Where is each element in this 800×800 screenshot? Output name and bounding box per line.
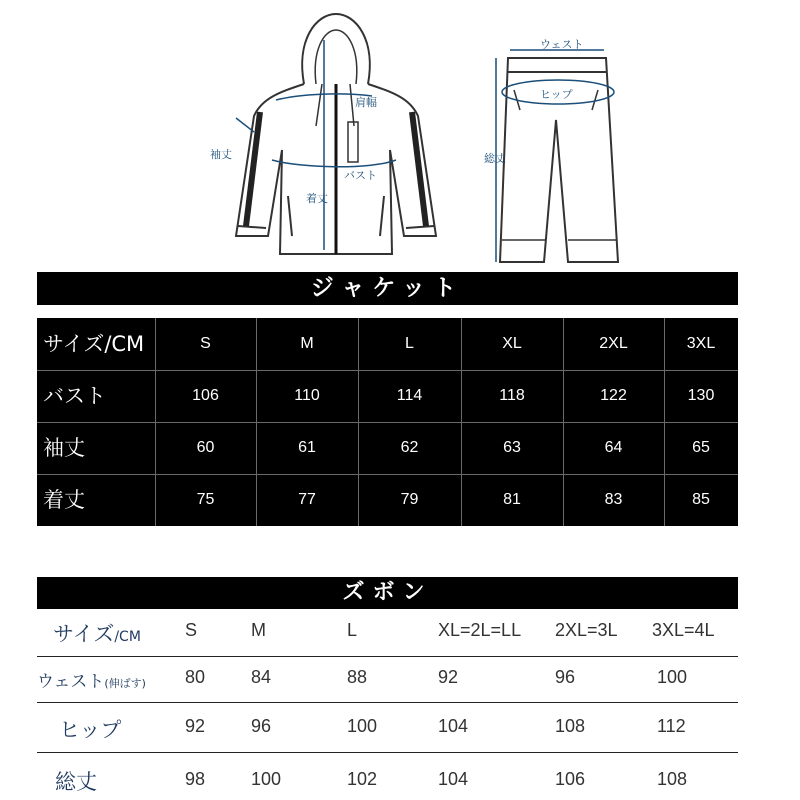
jacket-measure-lines — [236, 40, 396, 250]
table-cell: 104 — [438, 769, 469, 789]
table-cell: 63 — [503, 439, 521, 456]
table-cell: 61 — [298, 439, 316, 456]
header-size: 3XL=4L — [652, 620, 715, 640]
table-cell: 81 — [503, 491, 521, 508]
table-cell: 104 — [438, 716, 469, 736]
table-cell: 92 — [438, 667, 459, 687]
table-cell: 112 — [657, 716, 686, 736]
jacket-size-table — [37, 318, 738, 526]
pants-size-table — [37, 610, 738, 800]
table-cell: 100 — [251, 769, 282, 789]
table-cell: 65 — [692, 439, 710, 456]
header-size: S — [185, 620, 198, 640]
pants-row-hip — [37, 702, 738, 752]
row-label-waist: ウェスト — [37, 672, 105, 692]
table-cell: 83 — [604, 491, 623, 508]
row-label-note: (伸ばす) — [104, 677, 146, 690]
table-cell: 108 — [555, 716, 586, 736]
pants-row-waist — [37, 656, 738, 702]
table-cell: 106 — [555, 769, 586, 789]
header-size: S — [200, 335, 211, 352]
table-cell: 130 — [687, 387, 715, 404]
label-bust: バスト — [344, 169, 377, 182]
label-waist: ウェスト — [540, 38, 584, 51]
pants-row-total-length — [37, 752, 738, 800]
garment-diagrams — [0, 0, 800, 272]
table-cell: 64 — [604, 439, 623, 456]
table-cell: 106 — [192, 387, 219, 404]
label-length: 着丈 — [306, 192, 328, 205]
table-cell: 77 — [298, 491, 316, 508]
header-size-cm: サイズ/CM — [43, 332, 145, 356]
header-size: M — [251, 620, 266, 640]
table-cell: 85 — [692, 491, 710, 508]
table-cell: 100 — [657, 667, 688, 687]
row-label: ヒップ — [59, 718, 122, 742]
size-illustrations — [0, 0, 800, 272]
table-cell: 92 — [185, 716, 206, 736]
header-size-main: サイズ — [53, 622, 115, 646]
table-cell: 114 — [396, 387, 423, 404]
row-label: 着丈 — [43, 488, 85, 512]
header-size: 2XL=3L — [555, 620, 618, 640]
jacket-header-row — [37, 318, 738, 370]
table-cell: 100 — [347, 716, 378, 736]
jacket-section-title: ジャケット — [37, 272, 738, 305]
pants-section-title: ズボン — [37, 577, 738, 609]
table-cell: 110 — [294, 387, 320, 404]
header-size: L — [405, 335, 414, 352]
pants-header-row — [37, 610, 738, 656]
table-cell: 96 — [251, 716, 272, 736]
jacket-row-length — [37, 474, 738, 526]
table-cell: 108 — [657, 769, 688, 789]
row-label — [37, 667, 146, 692]
header-size: M — [300, 335, 314, 352]
header-size: L — [347, 620, 358, 640]
table-cell: 62 — [400, 439, 419, 456]
table-cell: 88 — [347, 667, 368, 687]
label-shoulder: 肩幅 — [355, 96, 377, 109]
table-cell: 102 — [347, 769, 378, 789]
row-label: 袖丈 — [43, 436, 85, 460]
header-size: XL — [502, 335, 522, 352]
table-cell: 79 — [400, 491, 419, 508]
row-label: 総丈 — [55, 770, 97, 794]
table-cell: 80 — [185, 667, 206, 687]
table-cell: 118 — [499, 387, 525, 404]
label-hip: ヒップ — [540, 88, 573, 101]
table-cell: 96 — [555, 667, 576, 687]
jacket-row-bust — [37, 370, 738, 422]
table-cell: 84 — [251, 667, 272, 687]
header-size: 2XL — [599, 335, 628, 352]
header-size: XL=2L=LL — [438, 620, 522, 640]
label-total-length: 総丈 — [484, 152, 506, 165]
table-cell: 75 — [196, 491, 215, 508]
header-size-unit: /CM — [114, 629, 141, 645]
table-cell: 98 — [185, 769, 206, 789]
table-cell: 122 — [600, 387, 627, 404]
table-cell: 60 — [196, 439, 215, 456]
label-sleeve: 袖丈 — [210, 148, 232, 161]
jacket-row-sleeve — [37, 422, 738, 474]
jacket-illustration — [236, 14, 436, 254]
header-size — [53, 618, 141, 648]
row-label: バスト — [43, 384, 106, 408]
header-size: 3XL — [686, 335, 716, 352]
pants-measure-lines — [496, 50, 614, 262]
